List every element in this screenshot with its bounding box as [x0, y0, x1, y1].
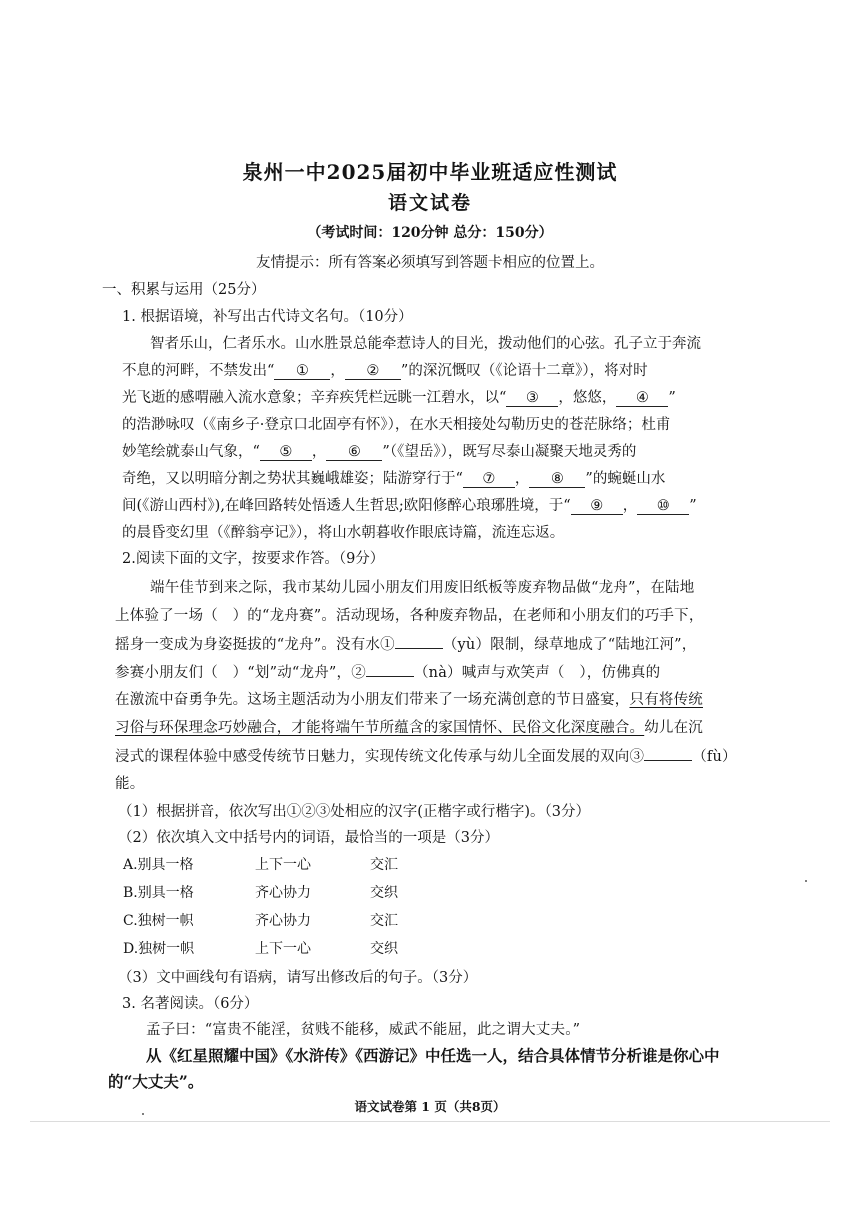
page-footer: 语文试卷第 1 页（共8页）: [354, 1099, 506, 1114]
option-c-label: C.独树一帜: [123, 913, 194, 929]
answer-blank-9: ⑨: [571, 498, 623, 515]
answer-blank-10: ⑩: [637, 498, 689, 515]
q2-passage-3: [115, 632, 696, 654]
q1-line-3: [122, 386, 676, 407]
q2-passage-4: [115, 660, 660, 682]
q2-passage-6: [115, 716, 703, 737]
text-segment: ”: [689, 498, 697, 514]
option-d-word-2: 上下一心: [255, 941, 311, 957]
text-segment: 奇绝，又以明暗分割之势状其巍峨雄姿；陆游穿行于“: [122, 471, 463, 487]
footer-divider: [30, 1121, 830, 1122]
q3-quote: 孟子曰：“富贵不能淫，贫贱不能移，威武不能屈，此之谓大丈夫。”: [146, 1022, 581, 1038]
option-d-label: D.独树一帜: [123, 941, 195, 957]
exam-info: （考试时间：120分钟 总分：150分）: [307, 225, 553, 241]
answer-blank-5: ⑤: [260, 444, 312, 461]
answer-blank-7: ⑦: [463, 471, 515, 488]
text-segment: ，悠悠，: [558, 390, 617, 406]
answer-blank-8: ⑧: [529, 471, 585, 488]
q2-sub-3: （3）文中画线句有语病，请写出修改后的句子。（3分）: [118, 970, 478, 986]
scan-speck: [142, 1113, 144, 1115]
scan-speck: [805, 880, 807, 882]
exam-title: 泉州一中2025届初中毕业班适应性测试: [242, 160, 618, 184]
q2-passage-2: 上体验了一场（ ）的“龙舟赛”。活动现场，各种废弃物品，在老师和小朋友们的巧手下，: [115, 608, 704, 624]
q2-passage-5: [115, 688, 703, 709]
option-d-word-3: 交织: [370, 941, 398, 957]
q3-stem: 3. 名著阅读。（6分）: [122, 996, 259, 1012]
answer-blank-2: ②: [345, 363, 401, 380]
friendly-tip: 友情提示：所有答案必须填写到答题卡相应的位置上。: [256, 255, 604, 271]
text-segment: 在激流中奋勇争先。这场主题活动为小朋友们带来了一场充满创意的节日盛宴，: [115, 692, 630, 708]
q3-task-1: 从《红星照耀中国》《水浒传》《西游记》中任选一人，结合具体情节分析谁是你心中: [146, 1046, 720, 1065]
text-segment: 摇身一变成为身姿挺拔的“龙舟”。没有水①: [115, 637, 395, 653]
text-segment: 参赛小朋友们（ ）“划”动“龙舟”，②: [115, 665, 366, 681]
q2-passage-8: 能。: [115, 776, 145, 792]
text-segment: ，: [622, 498, 638, 514]
text-segment: 间(《游山西村》),在峰回路转处悟透人生哲思;欧阳修醉心琅琊胜境，于“: [122, 498, 571, 514]
text-segment: （nà）喊声与欢笑声（ ），仿佛真的: [413, 665, 661, 681]
text-segment: ，: [514, 471, 530, 487]
option-c-word-3: 交汇: [370, 913, 398, 929]
q1-stem: 1. 根据语境，补写出古代诗文名句。（10分）: [122, 309, 413, 325]
q1-line-7: [122, 494, 697, 515]
q3-task-2: 的“大丈夫”。: [108, 1072, 204, 1091]
q2-sub-1: （1）根据拼音，依次写出①②③处相应的汉字(正楷字或行楷字)。（3分）: [118, 804, 591, 820]
q2-sub-2: （2）依次填入文中括号内的词语，最恰当的一项是（3分）: [118, 830, 499, 846]
q2-passage-7: [115, 744, 737, 766]
text-segment: 不息的河畔，不禁发出“: [122, 363, 275, 379]
q2-stem: 2.阅读下面的文字，按要求作答。（9分）: [122, 551, 385, 567]
option-a-word-3: 交汇: [370, 857, 398, 873]
text-segment: ”的深沉慨叹（《论语十二章》），将对时: [400, 363, 648, 379]
text-segment: ”（《望岳》），既写尽泰山凝聚天地灵秀的: [382, 444, 637, 460]
q1-line-8: 的晨昏变幻里（《醉翁亭记》），将山水朝暮收作眼底诗篇，流连忘返。: [122, 525, 565, 541]
text-segment: （fù）: [692, 749, 737, 765]
text-segment: ”的蜿蜒山水: [585, 471, 666, 487]
text-segment: ”: [668, 390, 676, 406]
underlined-sentence: 习俗与环保理念巧妙融合，才能将端午节所蕴含的家国情怀、民俗文化深度融合。: [115, 720, 645, 736]
text-segment: ，: [311, 444, 327, 460]
option-a-word-2: 上下一心: [255, 857, 311, 873]
text-segment: 浸式的课程体验中感受传统节日魅力，实现传统文化传承与幼儿全面发展的双向③: [115, 749, 645, 765]
option-c-word-2: 齐心协力: [255, 913, 311, 929]
underlined-sentence: 只有将传统: [629, 692, 703, 708]
pinyin-blank-1: [395, 632, 443, 649]
option-b-label: B.别具一格: [123, 885, 194, 901]
answer-blank-6: ⑥: [326, 444, 382, 461]
section-heading: 一、积累与运用（25分）: [102, 282, 266, 298]
answer-blank-1: ①: [274, 363, 330, 380]
text-segment: ，: [330, 363, 345, 379]
q1-line-1: 智者乐山，仁者乐水。山水胜景总能牵惹诗人的目光，拨动他们的心弦。孔子立于奔流: [150, 336, 701, 352]
q1-line-5: [122, 440, 636, 461]
text-segment: 幼儿在沉: [644, 720, 704, 736]
answer-blank-3: ③: [506, 390, 558, 407]
pinyin-blank-2: [366, 660, 414, 677]
q1-line-2: [122, 359, 648, 380]
option-b-word-2: 齐心协力: [255, 885, 311, 901]
pinyin-blank-3: [644, 744, 692, 761]
text-segment: 光飞逝的感喟融入流水意象；辛弃疾凭栏远眺一江碧水，以“: [122, 390, 507, 406]
text-segment: （yù）限制，绿草地成了“陆地江河”，: [442, 637, 697, 653]
exam-subtitle: 语文试卷: [387, 192, 472, 214]
q1-line-4: 的浩渺咏叹（《南乡子·登京口北固亭有怀》），在水天相接处勾勒历史的苍茫脉络；杜甫: [122, 417, 671, 433]
text-segment: 妙笔绘就泰山气象，“: [122, 444, 260, 460]
q1-line-6: [122, 467, 665, 488]
q2-passage-1: 端午佳节到来之际，我市某幼儿园小朋友们用废旧纸板等废弃物品做“龙舟”，在陆地: [150, 580, 695, 596]
option-a-label: A.别具一格: [123, 857, 194, 873]
answer-blank-4: ④: [616, 390, 668, 407]
option-b-word-3: 交织: [370, 885, 398, 901]
